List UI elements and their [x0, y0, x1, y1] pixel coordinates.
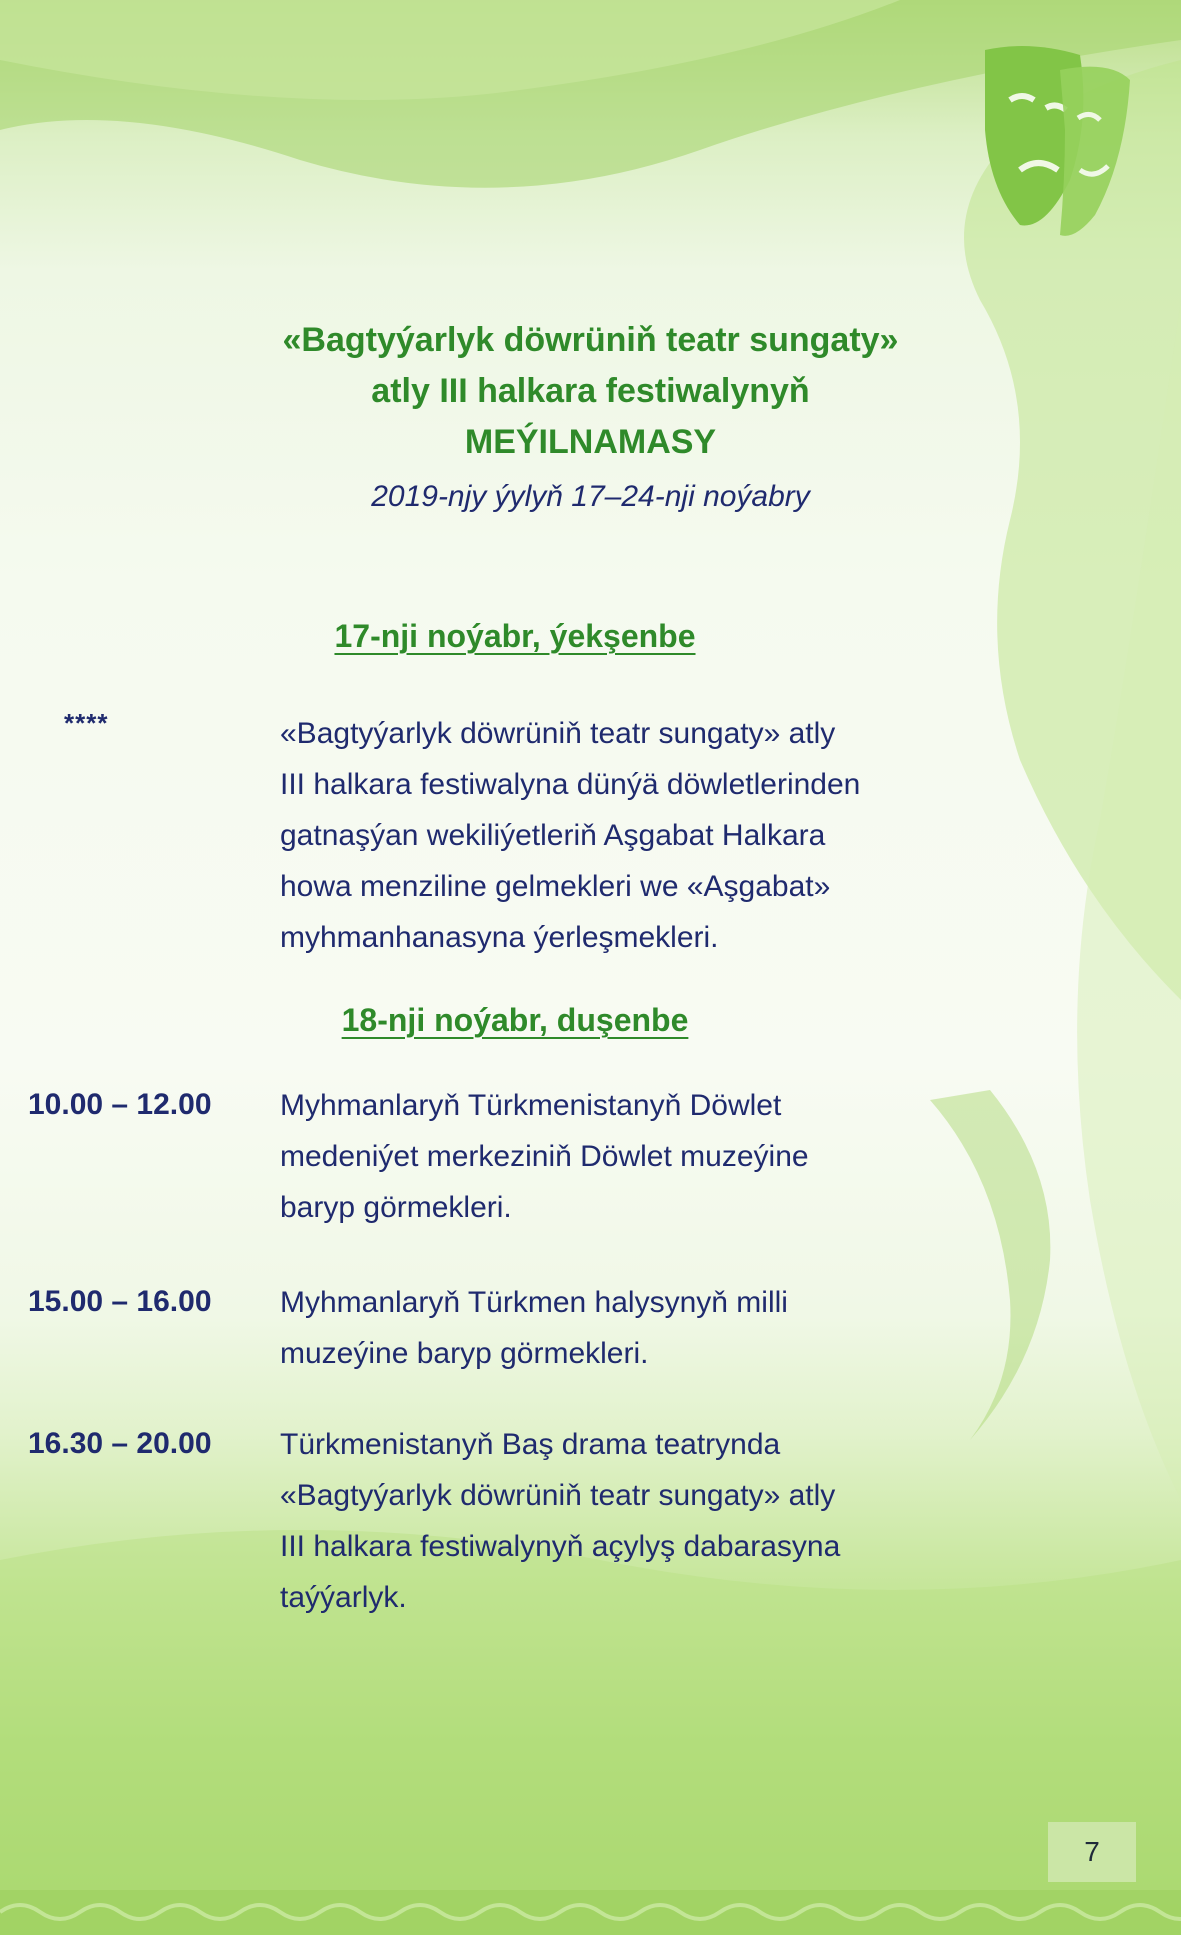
event-line: «Bagtyýarlyk döwrüniň teatr sungaty» atly — [280, 1479, 836, 1512]
event-arrival — [280, 708, 1070, 963]
event-carpet-museum — [280, 1277, 1070, 1379]
page-number: 7 — [1048, 1822, 1136, 1882]
event-line: gatnaşýan wekiliýetleriň Aşgabat Halkara — [280, 819, 826, 852]
event-line: Myhmanlaryň Türkmen halysynyň milli — [280, 1286, 788, 1319]
event-line: howa menziline gelmekleri we «Aşgabat» — [280, 870, 831, 903]
event-opening-preparation — [280, 1419, 1070, 1623]
event-line: baryp görmekleri. — [280, 1191, 512, 1224]
event-time: 10.00 – 12.00 — [28, 1088, 212, 1121]
event-line: III halkara festiwalyna dünýä döwletlerinden — [280, 768, 861, 801]
event-time: 16.30 – 20.00 — [28, 1427, 212, 1460]
event-line: muzeýine baryp görmekleri. — [280, 1337, 649, 1370]
event-museum-visit — [280, 1080, 1070, 1233]
event-time: 15.00 – 16.00 — [28, 1285, 212, 1318]
event-line: III halkara festiwalynyň açylyş dabarasyna — [280, 1530, 841, 1563]
title-line-1: «Bagtyýarlyk döwrüniň teatr sungaty» — [282, 321, 899, 359]
time-marker: **** — [64, 708, 109, 738]
day-heading-17: 17-nji noýabr, ýekşenbe — [334, 618, 696, 654]
festival-dates: 2019-njy ýylyň 17–24-nji noýabry — [371, 480, 810, 513]
event-line: myhmanhanasyna ýerleşmekleri. — [280, 921, 719, 954]
title-line-3: MEÝILNAMASY — [464, 423, 717, 461]
event-line: Türkmenistanyň Baş drama teatrynda — [280, 1428, 781, 1461]
event-line: taýýarlyk. — [280, 1581, 407, 1614]
title-block — [0, 315, 1181, 550]
event-line: medeniýet merkeziniň Döwlet muzeýine — [280, 1140, 809, 1173]
event-line: «Bagtyýarlyk döwrüniň teatr sungaty» atly — [280, 717, 836, 750]
day-heading-18: 18-nji noýabr, duşenbe — [341, 1002, 689, 1038]
event-line: Myhmanlaryň Türkmenistanyň Döwlet — [280, 1089, 782, 1122]
title-line-2: atly III halkara festiwalynyň — [371, 372, 810, 410]
